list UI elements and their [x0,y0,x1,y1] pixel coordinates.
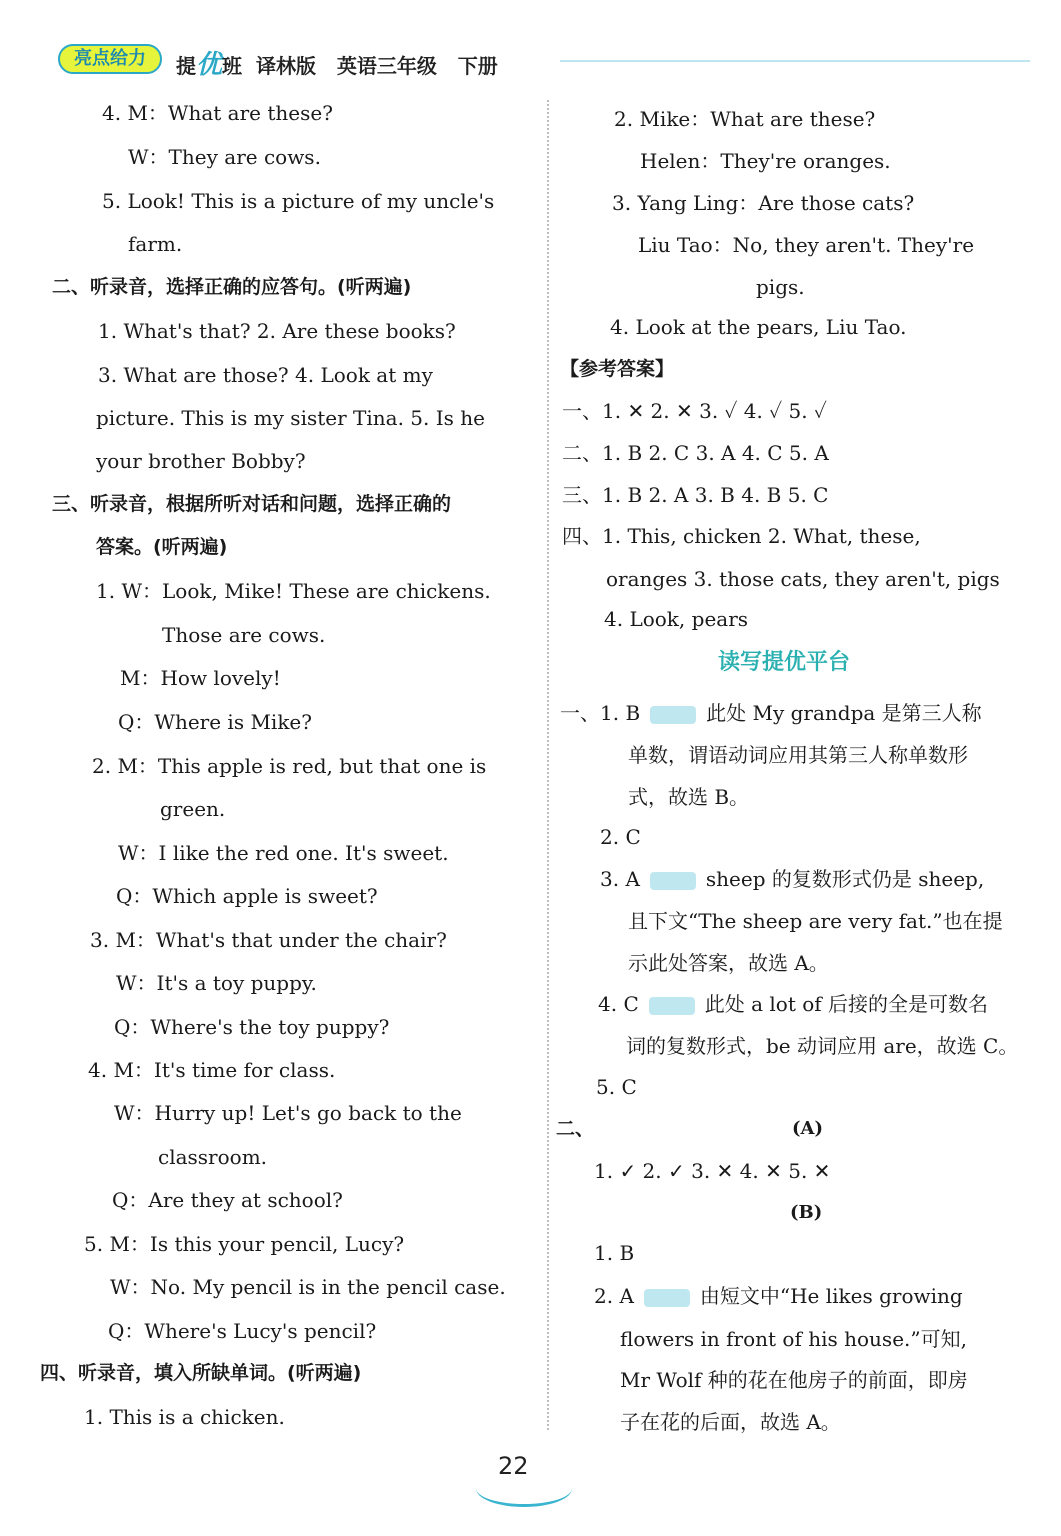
right-text: 2. Mike：What are these? [614,107,876,131]
page-number: 22 [498,1452,529,1480]
platform-title: 读写提优平台 [718,650,851,675]
right-text: 二、1. B 2. C 3. A 4. C 5. A [562,441,829,465]
page-number-arc [476,1470,572,1507]
right-line [638,232,974,258]
right-text: oranges 3. those cats, they aren't, pigs [606,567,1000,591]
right-line [628,950,829,976]
right-text: pigs. [756,275,805,299]
left-text: 三、听录音，根据所听对话和问题，选择正确的 [52,493,452,515]
right-text: 一、1. B [560,701,641,725]
left-line [52,274,411,300]
right-text: 且下文“The sheep are very fat.”也在提 [628,909,1003,933]
header-rule [560,60,1030,62]
right-text: 三、1. B 2. A 3. B 4. B 5. C [562,483,829,507]
left-text: Q：Where's Lucy's pencil? [108,1319,377,1343]
analysis-tag-icon [644,1289,690,1307]
left-text: Q：Are they at school? [112,1188,343,1212]
left-line [120,665,281,691]
right-line [620,1409,841,1435]
right-line [756,274,805,300]
right-line [640,148,891,174]
right-text: 1. ✓ 2. ✓ 3. ✕ 4. ✕ 5. ✕ [594,1159,831,1183]
right-text: 5. C [596,1075,637,1099]
right-line [628,908,1003,934]
right-text: 2. C [600,825,641,849]
right-text: 1. B [594,1241,635,1265]
left-text: Those are cows. [162,623,326,647]
right-text: 【参考答案】 [560,358,675,380]
right-line [556,1116,594,1142]
left-line [88,1057,335,1083]
title-you: 优 [196,50,223,80]
left-text: Q：Where is Mike? [118,710,312,734]
right-text: Helen：They're oranges. [640,149,891,173]
left-text: farm. [128,232,183,256]
left-line [114,1100,462,1126]
left-line [96,405,485,431]
left-text: 1. What's that? 2. Are these books? [98,319,456,343]
right-text: 一、1. ✕ 2. ✕ 3. ✓ 4. ✓ 5. ✓ [562,399,827,423]
left-line [160,796,225,822]
right-text: 式，故选 B。 [628,785,750,809]
left-text: W：I like the red one. It's sweet. [118,841,449,865]
left-text: 4. M：What are these? [102,101,333,125]
right-text: 4. C [598,992,639,1016]
left-text: 1. W：Look, Mike! These are chickens. [96,579,491,603]
left-line [40,1360,361,1386]
right-line [562,398,827,424]
right-text: 4. Look at the pears, Liu Tao. [610,315,907,339]
right-line [562,523,921,549]
left-line [158,1144,267,1170]
right-line [628,784,749,810]
left-text: W：Hurry up! Let's go back to the [114,1101,462,1125]
title-rest: 班 译林版 英语三年级 下册 [222,54,498,78]
right-line [594,1158,830,1184]
right-text: flowers in front of his house.”可知, [620,1327,967,1351]
left-line [128,144,321,170]
left-text: W：It's a toy puppy. [116,971,317,995]
brand-logo: 亮点给力 [58,44,162,74]
left-line [96,448,306,474]
right-text: Mr Wolf 种的花在他房子的前面，即房 [620,1368,968,1392]
right-text: 2. A [594,1284,634,1308]
left-text: W：No. My pencil is in the pencil case. [110,1275,506,1299]
left-line [84,1404,285,1430]
left-text: 4. M：It's time for class. [88,1058,336,1082]
left-text: 3. M：What's that under the chair? [90,928,447,952]
right-line [610,314,906,340]
left-text: M：How lovely! [120,666,281,690]
left-line [102,188,494,214]
right-line [600,866,984,892]
left-text: 1. This is a chicken. [84,1405,285,1429]
left-line [52,491,451,517]
left-line [114,1014,389,1040]
left-text: 2. M：This apple is red, but that one is [92,754,487,778]
right-line [606,566,1000,592]
left-line [84,1231,404,1257]
left-text: green. [160,797,226,821]
left-line [102,100,333,126]
left-text: 3. What are those? 4. Look at my [98,363,433,387]
left-line [96,534,227,560]
right-line [628,742,968,768]
left-text: 四、听录音，填入所缺单词。(听两遍) [40,1362,362,1384]
right-line [620,1326,967,1352]
right-line [594,1240,634,1266]
right-text: 3. Yang Ling：Are those cats? [612,191,915,215]
left-line [128,231,182,257]
right-line [620,1367,968,1393]
analysis-text: 由短文中“He likes growing [699,1284,963,1308]
left-line [90,927,447,953]
left-text: classroom. [158,1145,268,1169]
right-text: 二、 [556,1118,595,1140]
left-text: picture. This is my sister Tina. 5. Is he [96,406,485,430]
left-line [162,622,325,648]
left-text: 答案。(听两遍) [96,536,228,558]
left-text: Q：Which apple is sweet? [116,884,378,908]
right-line [598,991,988,1017]
left-line [110,1274,506,1300]
left-text: Q：Where's the toy puppy? [114,1015,390,1039]
right-text: 四、1. This, chicken 2. What, these, [562,524,921,548]
right-line [600,824,641,850]
left-line [108,1318,376,1344]
analysis-text: sheep 的复数形式仍是 sheep, [705,867,985,891]
right-line [560,700,982,726]
right-text: 3. A [600,867,640,891]
left-line [98,362,433,388]
title-ti: 提 [176,54,196,78]
right-line [562,440,829,466]
left-line [92,753,486,779]
left-text: 5. Look! This is a picture of my uncle's [102,189,495,213]
right-line [594,1283,963,1309]
right-line [562,482,828,508]
left-line [112,1187,343,1213]
column-divider [547,100,549,1430]
right-line [614,106,875,132]
left-line [98,318,456,344]
analysis-tag-icon [650,872,696,890]
subsection-b: (B) [790,1202,823,1223]
right-text: 词的复数形式，be 动词应用 are，故选 C。 [626,1034,1019,1058]
right-line [604,606,748,632]
analysis-tag-icon [649,997,695,1015]
analysis-text: 此处 My grandpa 是第三人称 [706,701,982,725]
left-text: 5. M：Is this your pencil, Lucy? [84,1232,405,1256]
left-line [96,578,491,604]
subsection-a: (A) [792,1118,823,1139]
right-line [596,1074,637,1100]
right-text: Liu Tao：No, they aren't. They're [638,233,975,257]
left-line [118,840,449,866]
left-text: your brother Bobby? [96,449,306,473]
right-text: 子在花的后面，故选 A。 [620,1410,841,1434]
analysis-tag-icon [650,706,696,724]
right-text: 示此处答案，故选 A。 [628,951,829,975]
right-line [626,1033,1018,1059]
left-line [118,709,312,735]
left-line [116,883,378,909]
left-text: 二、听录音，选择正确的应答句。(听两遍) [52,276,412,298]
right-line [560,356,674,382]
book-title [176,44,498,81]
left-line [116,970,317,996]
analysis-text: 此处 a lot of 后接的全是可数名 [704,992,989,1016]
left-text: W：They are cows. [128,145,321,169]
page-header [0,0,1061,80]
right-text: 单数，谓语动词应用其第三人称单数形 [628,743,968,767]
right-text: 4. Look, pears [604,607,749,631]
right-line [612,190,914,216]
